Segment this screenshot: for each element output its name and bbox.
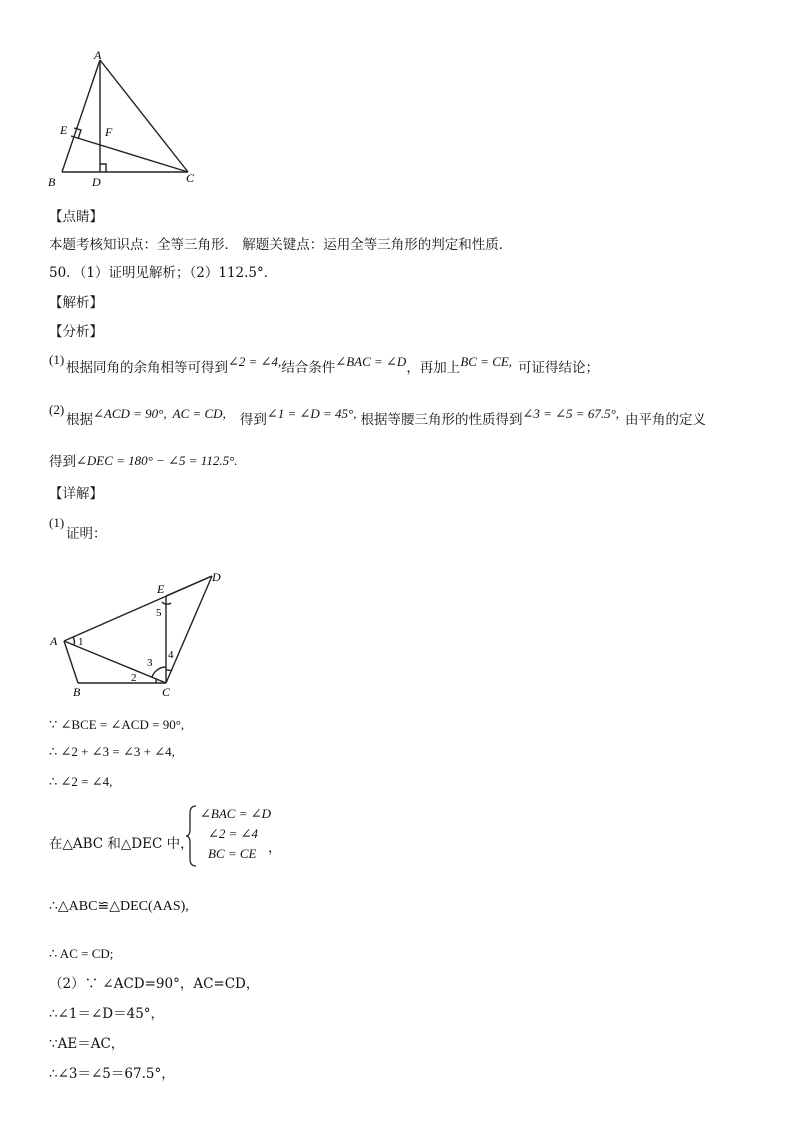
segment-ab [62, 60, 100, 172]
fenxi1-t3: ，再加上 [406, 360, 461, 376]
label-b: B [73, 685, 81, 699]
jiexi-heading: 【解析】 [49, 295, 103, 311]
angle-arc-4 [166, 670, 172, 671]
label-a: A [94, 48, 102, 62]
xiangjie1-text: 证明： [66, 526, 107, 542]
proof-line-2: ∴ ∠2 + ∠3 = ∠3 + ∠4, [49, 744, 175, 759]
angle-arc-1 [73, 637, 74, 645]
fenxi2-m5: ∠DEC = 180° − ∠5 = 112.5°. [76, 453, 238, 468]
dianjing-heading: 【点睛】 [49, 209, 103, 225]
segment-ac [100, 60, 188, 172]
proof-line-3: ∴ ∠2 = ∠4, [49, 774, 113, 789]
fenxi2-t5: 得到 [49, 454, 76, 470]
angle-arc-3 [152, 667, 166, 677]
label-4: 4 [168, 649, 174, 661]
fenxi1-t4: 可证得结论； [518, 360, 600, 376]
fenxi2-m2: AC = CD, [172, 406, 226, 421]
fenxi2-m4: ∠3 = ∠5 = 67.5°, [522, 406, 620, 421]
proof-line-9: ∵AE＝AC， [49, 1036, 125, 1052]
label-1: 1 [78, 636, 84, 648]
segment-dc [166, 576, 212, 683]
brace-line-2: ∠2 = ∠4 [208, 826, 259, 841]
fenxi2-t1: 根据 [66, 412, 93, 428]
label-e: E [157, 582, 165, 596]
figure-triangle-abc [40, 48, 220, 193]
xiangjie1-num: (1) [49, 515, 65, 530]
fenxi2-m3: ∠1 = ∠D = 45°, [266, 406, 357, 421]
proof-line-4-pre: 在△ABC 和△DEC 中， [49, 836, 194, 852]
proof-line-8: ∴∠1＝∠D＝45°， [49, 1006, 165, 1022]
label-d: D [212, 570, 221, 584]
segment-ab [64, 641, 78, 683]
figure-quadrilateral [40, 566, 240, 701]
proof-line-1: ∵ ∠BCE = ∠ACD = 90°, [49, 717, 185, 732]
fenxi1-m3: BC = CE, [460, 354, 513, 369]
fenxi2-line2 [49, 454, 238, 470]
fenxi1-m1: ∠2 = ∠4, [228, 354, 282, 369]
label-c: C [186, 171, 195, 185]
proof-line-10: ∴∠3＝∠5＝67.5°， [49, 1066, 175, 1082]
label-5: 5 [156, 607, 162, 619]
label-f: F [105, 125, 113, 139]
fenxi2-t4: 由平角的定义 [625, 412, 707, 428]
brace-line-3: BC = CE [208, 846, 257, 861]
brace-line-1: ∠BAC = ∠D [200, 806, 271, 821]
fenxi2-t3: 根据等腰三角形的性质得到 [360, 412, 523, 428]
right-angle-d [100, 164, 106, 172]
fenxi1-t1: 根据同角的余角相等可得到 [66, 360, 228, 376]
fenxi1-num: (1) [49, 352, 65, 367]
fenxi-heading: 【分析】 [49, 324, 103, 340]
dianjing-text: 本题考核知识点：全等三角形． 解题关键点：运用全等三角形的判定和性质． [49, 237, 513, 253]
label-e: E [60, 123, 68, 137]
proof-line-5: ∴△ABC≌△DEC(AAS), [49, 899, 189, 914]
fenxi2-t2: 得到 [239, 412, 267, 428]
label-a: A [50, 634, 58, 648]
label-c: C [162, 685, 171, 699]
label-2: 2 [131, 672, 137, 684]
fenxi2-line [66, 406, 707, 428]
label-d: D [92, 175, 101, 189]
fenxi1-m2: ∠BAC = ∠D [335, 354, 407, 369]
label-b: B [48, 175, 56, 189]
fenxi2-num: (2) [49, 402, 65, 417]
segment-ce [71, 136, 188, 172]
xiangjie-heading: 【详解】 [49, 486, 103, 502]
proof-line-7: （2）∵ ∠ACD=90°，AC=CD， [49, 976, 260, 992]
proof-line-6: ∴ AC = CD; [49, 946, 114, 961]
left-brace [186, 805, 198, 867]
question-50-answer: 50．（1）证明见解析；（2）112.5°． [49, 265, 278, 281]
label-3: 3 [147, 657, 153, 669]
brace-comma: ， [268, 840, 282, 856]
fenxi1-line [66, 354, 600, 376]
fenxi2-m1: ∠ACD = 90°, [93, 406, 167, 421]
fenxi1-t2: 结合条件 [281, 360, 336, 376]
